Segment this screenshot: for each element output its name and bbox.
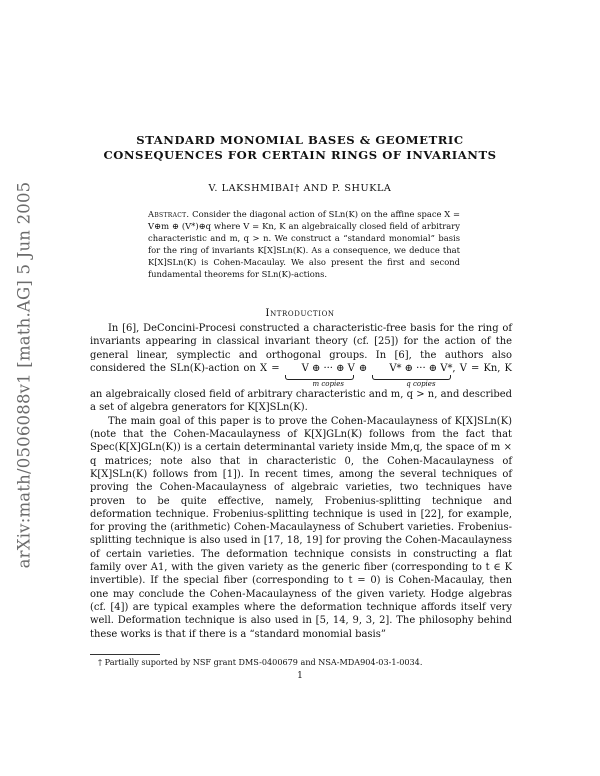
q-copies-terms: V* ⊕ ··· ⊕ V* <box>389 362 453 374</box>
m-copies-terms: V ⊕ ··· ⊕ V <box>301 362 355 374</box>
m-copies-brace <box>284 362 355 388</box>
abstract-label: Abstract. <box>148 209 190 219</box>
paper-title <box>0 133 600 163</box>
authors: V. LAKSHMIBAI† AND P. SHUKLA <box>208 183 392 194</box>
q-copies-brace <box>371 362 452 388</box>
body-text <box>90 322 512 641</box>
footnote: † Partially suported by NSF grant DMS-0400679 and NSA-MDA904-03-1-0034. <box>98 657 423 667</box>
abstract <box>148 208 460 280</box>
title-line-2: CONSEQUENCES FOR CERTAIN RINGS OF INVARIANTS <box>103 148 497 162</box>
page-number: 1 <box>297 671 303 681</box>
paragraph-1-start: In [6], DeConcini-Procesi constructed a characteristic-free basis for the ring of invariants appearing in classical invariant theory (cf. [25]) for the action of the general linear, symplectic and orthogonal groups. In [6], the authors also considered the SLn(K)-action on X = <box>90 323 512 374</box>
arxiv-sidebar-stamp <box>10 175 38 575</box>
title-line-1: STANDARD MONOMIAL BASES & GEOMETRIC <box>136 133 464 147</box>
paragraph-1: In [6], DeConcini-Procesi constructed a characteristic-free basis for the ring of invariants appearing in classical invariant theory (cf. [25]) for the action of the general linear, symplectic and orthogonal groups. In [6], the authors also considered the SLn(K)-action on X = V ⊕ ··· ⊕ V m copies ⊕ V* ⊕ ··· ⊕ V* q copies , V = Kn, K an algebraically closed field of arbitrary characteristic and m, q > n, and described a set of algebra generators for K[X]SLn(K). <box>90 323 512 414</box>
abstract-text: Consider the diagonal action of SLn(K) on the affine space X = V⊕m ⊕ (V*)⊕q where V = Kn, K an algebraically closed field of arbitrary characteristic and m, q > n. We construct a “standard monomial” basis for the ring of invariants K[X]SLn(K). As a consequence, we deduce that K[X]SLn(K) is Cohen-Macaulay. We also present the first and second fundamental theorems for SLn(K)-actions. <box>148 209 460 279</box>
footnote-rule <box>90 654 160 655</box>
section-heading: Introduction <box>265 307 335 319</box>
q-copies-caption: q copies <box>406 380 436 389</box>
paragraph-1-end: , V = Kn, K an algebraically closed field of arbitrary characteristic and m, q > n, and described a set of algebra generators for K[X]SLn(K). <box>90 362 512 414</box>
m-copies-caption: m copies <box>312 380 344 389</box>
paragraph-2: The main goal of this paper is to prove the Cohen-Macaulayness of K[X]SLn(K) (note that the Cohen-Macaulayness of K[X]GLn(K) follows from the fact that Spec(K[X]GLn(K)) is a certain determinantal variety inside Mm,q, the space of m × q matrices; note also that in characteristic 0, the Cohen-Macaulayness of K[X]SLn(K) follows from [1]). In recent times, among the several techniques of proving the Cohen-Macaulayness of algebraic varieties, two techniques have proven to be quite effective, namely, Frobenius-splitting technique and deformation technique. Frobenius-splitting technique is used in [22], for example, for proving the (arithmetic) Cohen-Macaulayness of Schubert varieties. Frobenius-splitting technique is also used in [17, 18, 19] for proving the Cohen-Macaulayness of certain varieties. The deformation technique consists in constructing a flat family over A1, with the given variety as the generic fiber (corresponding to t ∈ K invertible). If the special fiber (corresponding to t = 0) is Cohen-Macaulay, then one may conclude the Cohen-Macaulayness of the given variety. Hodge algebras (cf. [4]) are typical examples where the deformation technique affords itself very well. Deformation technique is also used in [5, 14, 9, 3, 2]. The philosophy behind these works is that if there is a “standard monomial basis” <box>90 415 512 640</box>
arxiv-identifier: arXiv:math/0506088v1 [math.AG] 5 Jun 2005 <box>14 181 34 569</box>
